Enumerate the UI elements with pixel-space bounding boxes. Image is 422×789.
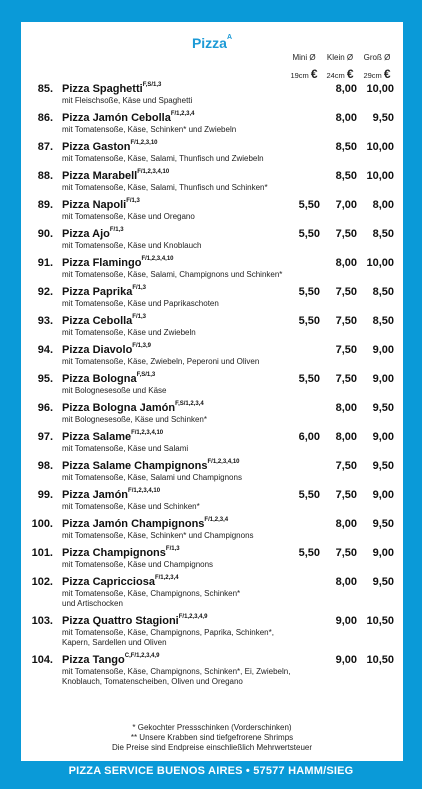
- allergen-codes: F,S/1,3: [142, 82, 162, 88]
- item-name-text: Pizza Spaghetti: [62, 83, 143, 95]
- price-klein: 9,00: [335, 654, 357, 666]
- item-name-text: Pizza Tango: [62, 654, 125, 666]
- item-description: mit Tomatensoße, Käse und Knoblauch: [62, 241, 202, 250]
- price-gross: 8,00: [372, 199, 394, 211]
- item-number: 96.: [37, 402, 53, 414]
- item-number: 94.: [37, 344, 53, 356]
- menu-item: [21, 344, 403, 373]
- allergen-codes: F/1,3: [132, 314, 146, 320]
- allergen-codes: F/1,2,3,4: [154, 575, 179, 581]
- price-gross: 9,50: [372, 112, 394, 124]
- column-label: Mini Ø: [292, 53, 316, 62]
- item-name: [62, 286, 146, 298]
- menu-item: [21, 199, 403, 228]
- allergen-codes: F/1,2,3,4,10: [131, 430, 164, 436]
- item-name: [62, 431, 163, 443]
- price-mini: 6,00: [298, 431, 320, 443]
- item-description: und Artischocken: [62, 599, 123, 608]
- price-klein: 8,00: [335, 112, 357, 124]
- item-description: mit Tomatensoße, Käse, Salami, Thunfisch und Zwiebeln: [62, 154, 264, 163]
- item-name-text: Pizza Salame Champignons: [62, 460, 208, 472]
- price-klein: 8,00: [335, 518, 357, 530]
- price-gross: 9,00: [372, 547, 394, 559]
- price-mini: 5,50: [298, 373, 320, 385]
- item-name-text: Pizza Flamingo: [62, 257, 142, 269]
- price-mini: 5,50: [298, 489, 320, 501]
- price-klein: 8,50: [335, 141, 357, 153]
- item-description: mit Bolognesesoße und Käse: [62, 386, 167, 395]
- item-number: 91.: [37, 257, 53, 269]
- price-klein: 7,50: [335, 373, 357, 385]
- price-klein: 7,50: [335, 315, 357, 327]
- item-name-text: Pizza Jamón Cebolla: [62, 112, 171, 124]
- menu-title-sup: A: [226, 34, 233, 41]
- menu-title-text: Pizza: [191, 35, 227, 51]
- price-gross: 8,50: [372, 315, 394, 327]
- item-description: mit Tomatensoße, Käse, Schinken* und Champignons: [62, 531, 254, 540]
- price-mini: 5,50: [298, 547, 320, 559]
- item-description: mit Tomatensoße, Käse, Champignons, Schinken*: [62, 589, 241, 598]
- euro-sign: €: [383, 67, 391, 81]
- item-number: 86.: [37, 112, 53, 124]
- menu-item: [21, 257, 403, 286]
- item-name-text: Pizza Jamón: [62, 489, 129, 501]
- menu-item: [21, 112, 403, 141]
- item-name: [62, 141, 158, 153]
- item-name-text: Pizza Salame: [62, 431, 132, 443]
- footnote-line: * Gekochter Pressschinken (Vorderschinken): [132, 723, 292, 732]
- menu-item: [21, 315, 403, 344]
- item-name-text: Pizza Cebolla: [62, 315, 133, 327]
- allergen-codes: F/1,2,3,4,10: [141, 256, 174, 262]
- item-description: mit Tomatensoße, Käse, Schinken* und Zwiebeln: [62, 125, 237, 134]
- menu-item: [21, 547, 403, 576]
- menu-item: [21, 402, 403, 431]
- price-klein: 8,50: [335, 170, 357, 182]
- item-name-text: Pizza Bologna: [62, 373, 137, 385]
- euro-sign: €: [346, 67, 354, 81]
- item-name: [62, 547, 180, 559]
- allergen-codes: F/1,3: [126, 198, 140, 204]
- item-description: Knoblauch, Tomatenscheiben, Oliven und Oregano: [62, 677, 243, 686]
- item-description: mit Tomatensoße, Käse und Salami: [62, 444, 189, 453]
- item-description: mit Tomatensoße, Käse, Zwiebeln, Peperoni und Oliven: [62, 357, 260, 366]
- price-klein: 8,00: [335, 431, 357, 443]
- item-name-text: Pizza Marabell: [62, 170, 138, 182]
- allergen-codes: F/1,3: [165, 546, 180, 552]
- price-gross: 10,50: [366, 615, 394, 627]
- item-name: [62, 373, 155, 385]
- item-name-text: Pizza Napoli: [62, 199, 127, 211]
- price-column-header: [21, 53, 403, 83]
- footnote-line: Die Preise sind Endpreise einschließlich Mehrwertsteuer: [111, 743, 313, 752]
- item-description: mit Tomatensoße, Käse, Salami und Champignons: [62, 473, 242, 482]
- price-gross: 8,50: [372, 228, 394, 240]
- item-name-text: Pizza Gaston: [62, 141, 131, 153]
- item-name: [62, 257, 174, 269]
- menu-item: [21, 141, 403, 170]
- price-gross: 9,00: [372, 489, 394, 501]
- item-name: [62, 112, 195, 124]
- menu-item: [21, 576, 403, 615]
- item-number: 99.: [37, 489, 53, 501]
- item-number: 95.: [37, 373, 53, 385]
- price-gross: 10,50: [366, 654, 394, 666]
- item-name: [62, 344, 151, 356]
- price-gross: 9,00: [372, 431, 394, 443]
- item-name-text: Pizza Ajo: [62, 228, 110, 240]
- price-klein: 7,50: [335, 228, 357, 240]
- footnotes: [21, 723, 403, 753]
- menu-item: [21, 431, 403, 460]
- item-number: 98.: [37, 460, 53, 472]
- footnote-line: ** Unsere Krabben sind tiefgefrorene Shrimps: [130, 733, 294, 742]
- item-name-text: Pizza Champignons: [62, 547, 166, 559]
- item-description: mit Tomatensoße, Käse, Salami, Champignons und Schinken*: [62, 270, 283, 279]
- allergen-codes: F/1,2,3,4,9: [178, 614, 208, 620]
- price-klein: 7,00: [335, 199, 357, 211]
- item-description: mit Bolognesesoße, Käse und Schinken*: [62, 415, 207, 424]
- allergen-codes: F/1,3: [132, 285, 147, 291]
- price-klein: 7,50: [335, 489, 357, 501]
- allergen-codes: F/1,2,3,10: [130, 140, 158, 146]
- item-description: mit Tomatensoße, Käse und Oregano: [62, 212, 195, 221]
- menu-item: [21, 518, 403, 547]
- item-number: 89.: [37, 199, 53, 211]
- price-gross: 10,00: [366, 170, 394, 182]
- item-name: [62, 654, 159, 666]
- price-klein: 7,50: [335, 460, 357, 472]
- price-gross: 9,00: [372, 344, 394, 356]
- allergen-codes: F,S/1,2,3,4: [175, 401, 204, 407]
- price-klein: 7,50: [335, 286, 357, 298]
- allergen-codes: F/1,2,3,4,10: [137, 169, 170, 175]
- item-description: mit Tomatensoße, Käse, Champignons, Paprika, Schinken*,: [62, 628, 274, 637]
- price-gross: 9,00: [372, 373, 394, 385]
- item-number: 93.: [37, 315, 53, 327]
- footer-banner: PIZZA SERVICE BUENOS AIRES • 57577 HAMM/SIEG: [68, 765, 354, 777]
- price-mini: 5,50: [298, 199, 320, 211]
- menu-item: [21, 83, 403, 112]
- item-name-text: Pizza Jamón Champignons: [62, 518, 205, 530]
- allergen-codes: F/1,2,3,4,10: [207, 459, 240, 465]
- price-gross: 9,50: [372, 460, 394, 472]
- column-size-value: 19cm: [290, 71, 309, 80]
- euro-sign: €: [310, 67, 318, 81]
- price-mini: 5,50: [298, 315, 320, 327]
- column-size: [287, 67, 321, 81]
- column-size: [360, 67, 394, 81]
- item-number: 85.: [37, 83, 53, 95]
- item-description: mit Tomatensoße, Käse und Zwiebeln: [62, 328, 196, 337]
- item-name-text: Pizza Diavolo: [62, 344, 133, 356]
- item-name: [62, 199, 140, 211]
- price-klein: 8,00: [335, 257, 357, 269]
- item-description: mit Fleischsoße, Käse und Spaghetti: [62, 96, 193, 105]
- item-description: mit Tomatensoße, Käse und Schinken*: [62, 502, 200, 511]
- item-number: 104.: [31, 654, 53, 666]
- price-klein: 8,00: [335, 576, 357, 588]
- price-gross: 9,50: [372, 518, 394, 530]
- allergen-codes: F/1,2,3,4: [170, 111, 195, 117]
- menu-title: [21, 35, 403, 51]
- price-klein: 7,50: [335, 547, 357, 559]
- menu-item: [21, 286, 403, 315]
- item-name: [62, 315, 146, 327]
- item-description: mit Tomatensoße, Käse, Salami, Thunfisch und Schinken*: [62, 183, 268, 192]
- item-description: mit Tomatensoße, Käse und Paprikaschoten: [62, 299, 219, 308]
- item-number: 103.: [31, 615, 53, 627]
- item-description: mit Tomatensoße, Käse und Champignons: [62, 560, 214, 569]
- item-name: [62, 83, 161, 95]
- item-number: 87.: [37, 141, 53, 153]
- item-number: 88.: [37, 170, 53, 182]
- menu-item: [21, 460, 403, 489]
- item-name: [62, 402, 204, 414]
- column-label: Klein Ø: [326, 53, 354, 62]
- allergen-codes: F/1,2,3,4,10: [128, 488, 161, 494]
- item-number: 97.: [37, 431, 53, 443]
- item-name: [62, 228, 124, 240]
- column-size: [323, 67, 357, 81]
- price-mini: 5,50: [298, 228, 320, 240]
- item-number: 102.: [31, 576, 53, 588]
- item-name: [62, 489, 160, 501]
- allergen-codes: C,F/1,2,3,4,9: [124, 653, 160, 659]
- price-gross: 10,00: [366, 141, 394, 153]
- menu-item: [21, 615, 403, 654]
- item-name-text: Pizza Bologna Jamón: [62, 402, 176, 414]
- price-mini: 5,50: [298, 286, 320, 298]
- price-gross: 9,50: [372, 576, 394, 588]
- menu-card: [21, 22, 403, 761]
- allergen-codes: F,S/1,3: [136, 372, 156, 378]
- item-name: [62, 615, 207, 627]
- menu-item: [21, 654, 403, 693]
- item-name-text: Pizza Quattro Stagioni: [62, 615, 179, 627]
- menu-item: [21, 228, 403, 257]
- allergen-codes: F/1,3: [109, 227, 124, 233]
- menu-item: [21, 373, 403, 402]
- item-name-text: Pizza Paprika: [62, 286, 133, 298]
- item-description: Kapern, Sardellen und Oliven: [62, 638, 167, 647]
- item-number: 92.: [37, 286, 53, 298]
- item-description: mit Tomatensoße, Käse, Champignons, Schinken*, Ei, Zwiebeln,: [62, 667, 291, 676]
- column-size-value: 24cm: [326, 71, 345, 80]
- price-gross: 10,00: [366, 257, 394, 269]
- price-klein: 7,50: [335, 344, 357, 356]
- price-gross: 9,50: [372, 402, 394, 414]
- price-klein: 8,00: [335, 402, 357, 414]
- menu-item: [21, 170, 403, 199]
- item-name-text: Pizza Capricciosa: [62, 576, 155, 588]
- price-gross: 10,00: [366, 83, 394, 95]
- price-klein: 8,00: [335, 83, 357, 95]
- item-number: 101.: [31, 547, 53, 559]
- price-klein: 9,00: [335, 615, 357, 627]
- item-number: 90.: [37, 228, 53, 240]
- column-label: Groß Ø: [363, 53, 391, 62]
- column-size-value: 29cm: [363, 71, 382, 80]
- item-name: [62, 170, 169, 182]
- price-gross: 8,50: [372, 286, 394, 298]
- item-name: [62, 576, 179, 588]
- item-number: 100.: [31, 518, 53, 530]
- allergen-codes: F/1,2,3,4: [204, 517, 229, 523]
- menu-item: [21, 489, 403, 518]
- item-name: [62, 460, 240, 472]
- allergen-codes: F/1,3,9: [132, 343, 151, 349]
- item-name: [62, 518, 228, 530]
